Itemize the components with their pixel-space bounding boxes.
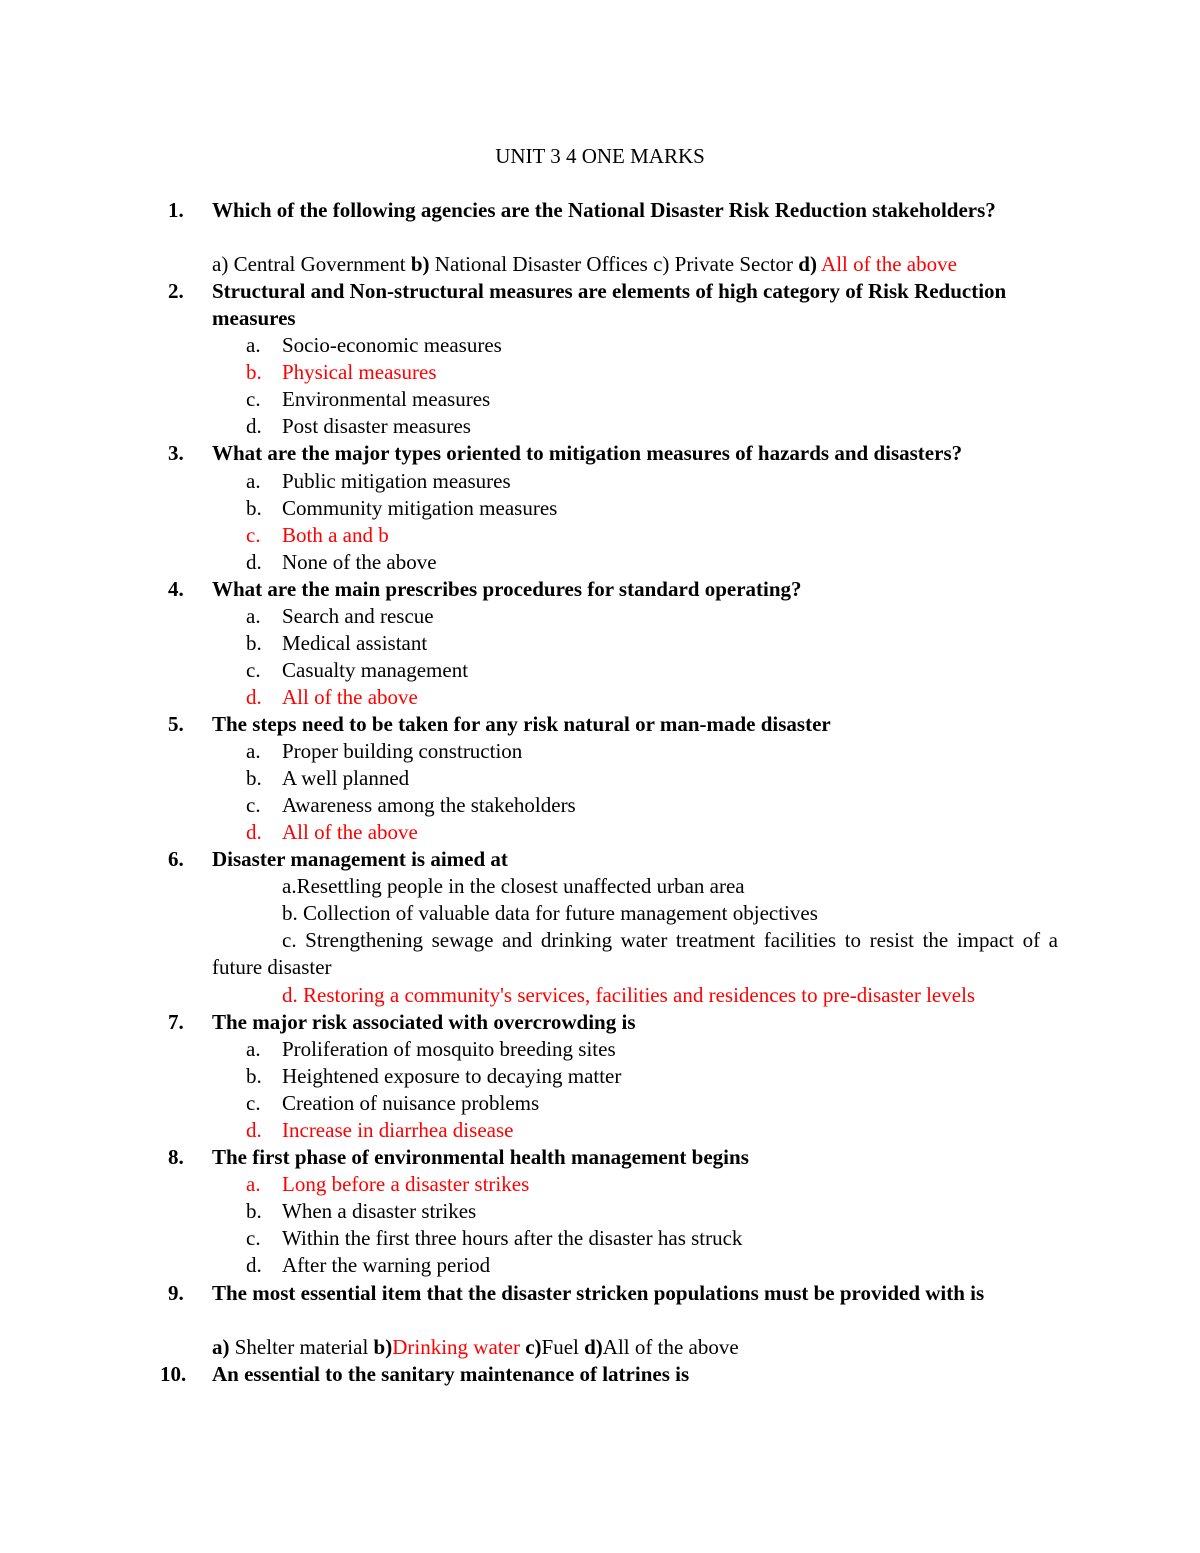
option-c-letter: c): [519, 1335, 542, 1359]
option-letter: d.: [246, 414, 262, 438]
option-letter: c.: [246, 793, 261, 817]
option-letter: c.: [246, 523, 261, 547]
option-letter: d.: [246, 685, 262, 709]
option-text: Heightened exposure to decaying matter: [282, 1064, 622, 1088]
option-c: [212, 927, 1058, 981]
question-text: The major risk associated with overcrowding is: [212, 1010, 636, 1034]
option-text: Proper building construction: [282, 739, 523, 763]
option-b-answer: Drinking water: [392, 1335, 520, 1359]
option-text: Awareness among the stakeholders: [282, 793, 576, 817]
question-number: 2.: [168, 279, 184, 303]
option-d-letter: d): [798, 252, 817, 276]
option-text: Within the first three hours after the disaster has struck: [282, 1226, 743, 1250]
option-text: Creation of nuisance problems: [282, 1091, 540, 1115]
question-text: What are the major types oriented to mitigation measures of hazards and disasters?: [212, 441, 963, 465]
option-d-answer: d. Restoring a community's services, facilities and residences to pre-disaster levels: [282, 983, 976, 1007]
question-number: 8.: [168, 1145, 184, 1169]
option-letter: d.: [246, 550, 262, 574]
option-letter: a.: [246, 1172, 261, 1196]
option-letter: d.: [246, 820, 262, 844]
question-text: What are the main prescribes procedures for standard operating?: [212, 577, 802, 601]
option-letter: c.: [246, 387, 261, 411]
question-number: 4.: [168, 577, 184, 601]
question-number: 9.: [168, 1281, 184, 1305]
option-d-answer: All of the above: [816, 252, 957, 276]
question-number: 6.: [168, 847, 184, 871]
question-number: 1.: [168, 198, 184, 222]
option-d: All of the above: [602, 1335, 739, 1359]
question-number: 7.: [168, 1010, 184, 1034]
option-a-letter: a): [212, 1335, 230, 1359]
option-text: Search and rescue: [282, 604, 434, 628]
question-text: Structural and Non-structural measures are elements of high category of Risk Reduction measures: [212, 279, 1007, 330]
option-b: b. Collection of valuable data for future management objectives: [282, 901, 818, 925]
option-letter: b.: [246, 1064, 262, 1088]
question-text: Disaster management is aimed at: [212, 847, 508, 871]
option-a: Shelter material: [229, 1335, 374, 1359]
question-text: An essential to the sanitary maintenance of latrines is: [212, 1362, 690, 1386]
option-letter: b.: [246, 766, 262, 790]
option-letter: a.: [246, 739, 261, 763]
option-text: All of the above: [282, 820, 418, 844]
option-letter: a.: [246, 333, 261, 357]
option-letter: c.: [246, 1091, 261, 1115]
option-text: After the warning period: [282, 1253, 491, 1277]
option-text: Medical assistant: [282, 631, 428, 655]
option-letter: b.: [246, 1199, 262, 1223]
option-text: Socio-economic measures: [282, 333, 502, 357]
option-letter: a.: [246, 469, 261, 493]
question-number: 5.: [168, 712, 184, 736]
option-text: When a disaster strikes: [282, 1199, 477, 1223]
option-c: Fuel: [541, 1335, 585, 1359]
question-9-options: [212, 1334, 739, 1361]
option-text: Increase in diarrhea disease: [282, 1118, 514, 1142]
option-b-letter: b): [410, 252, 430, 276]
question-number: 10.: [160, 1362, 187, 1386]
option-text: Environmental measures: [282, 387, 491, 411]
option-text: Physical measures: [282, 360, 437, 384]
option-a: a.Resettling people in the closest unaffected urban area: [282, 874, 745, 898]
option-text: Community mitigation measures: [282, 496, 558, 520]
option-c-text: c. Strengthening sewage and drinking water treatment facilities to resist the impact of a future disaster: [212, 928, 1058, 979]
question-text: The steps need to be taken for any risk natural or man-made disaster: [212, 712, 831, 736]
question-1-options: [212, 251, 957, 278]
question-text: Which of the following agencies are the National Disaster Risk Reduction stakeholders?: [212, 198, 996, 222]
option-text: Post disaster measures: [282, 414, 471, 438]
option-text: Proliferation of mosquito breeding sites: [282, 1037, 616, 1061]
option-text: Public mitigation measures: [282, 469, 511, 493]
option-letter: c.: [246, 658, 261, 682]
option-text: Casualty management: [282, 658, 469, 682]
option-d-letter: d): [584, 1335, 603, 1359]
option-text: Long before a disaster strikes: [282, 1172, 530, 1196]
option-text: None of the above: [282, 550, 437, 574]
option-b-c: National Disaster Offices c) Private Sector: [429, 252, 799, 276]
question-number: 3.: [168, 441, 184, 465]
option-letter: c.: [246, 1226, 261, 1250]
option-b-letter: b): [373, 1335, 393, 1359]
option-text: All of the above: [282, 685, 418, 709]
option-letter: a.: [246, 1037, 261, 1061]
option-letter: b.: [246, 360, 262, 384]
option-letter: b.: [246, 631, 262, 655]
option-letter: d.: [246, 1118, 262, 1142]
option-letter: a.: [246, 604, 261, 628]
option-letter: d.: [246, 1253, 262, 1277]
page-title: UNIT 3 4 ONE MARKS: [495, 144, 705, 168]
option-text: A well planned: [282, 766, 410, 790]
option-text: Both a and b: [282, 523, 389, 547]
question-text: The most essential item that the disaster stricken populations must be provided with is: [212, 1281, 985, 1305]
option-letter: b.: [246, 496, 262, 520]
option-a: a) Central Government: [212, 252, 411, 276]
question-text: The first phase of environmental health management begins: [212, 1145, 749, 1169]
